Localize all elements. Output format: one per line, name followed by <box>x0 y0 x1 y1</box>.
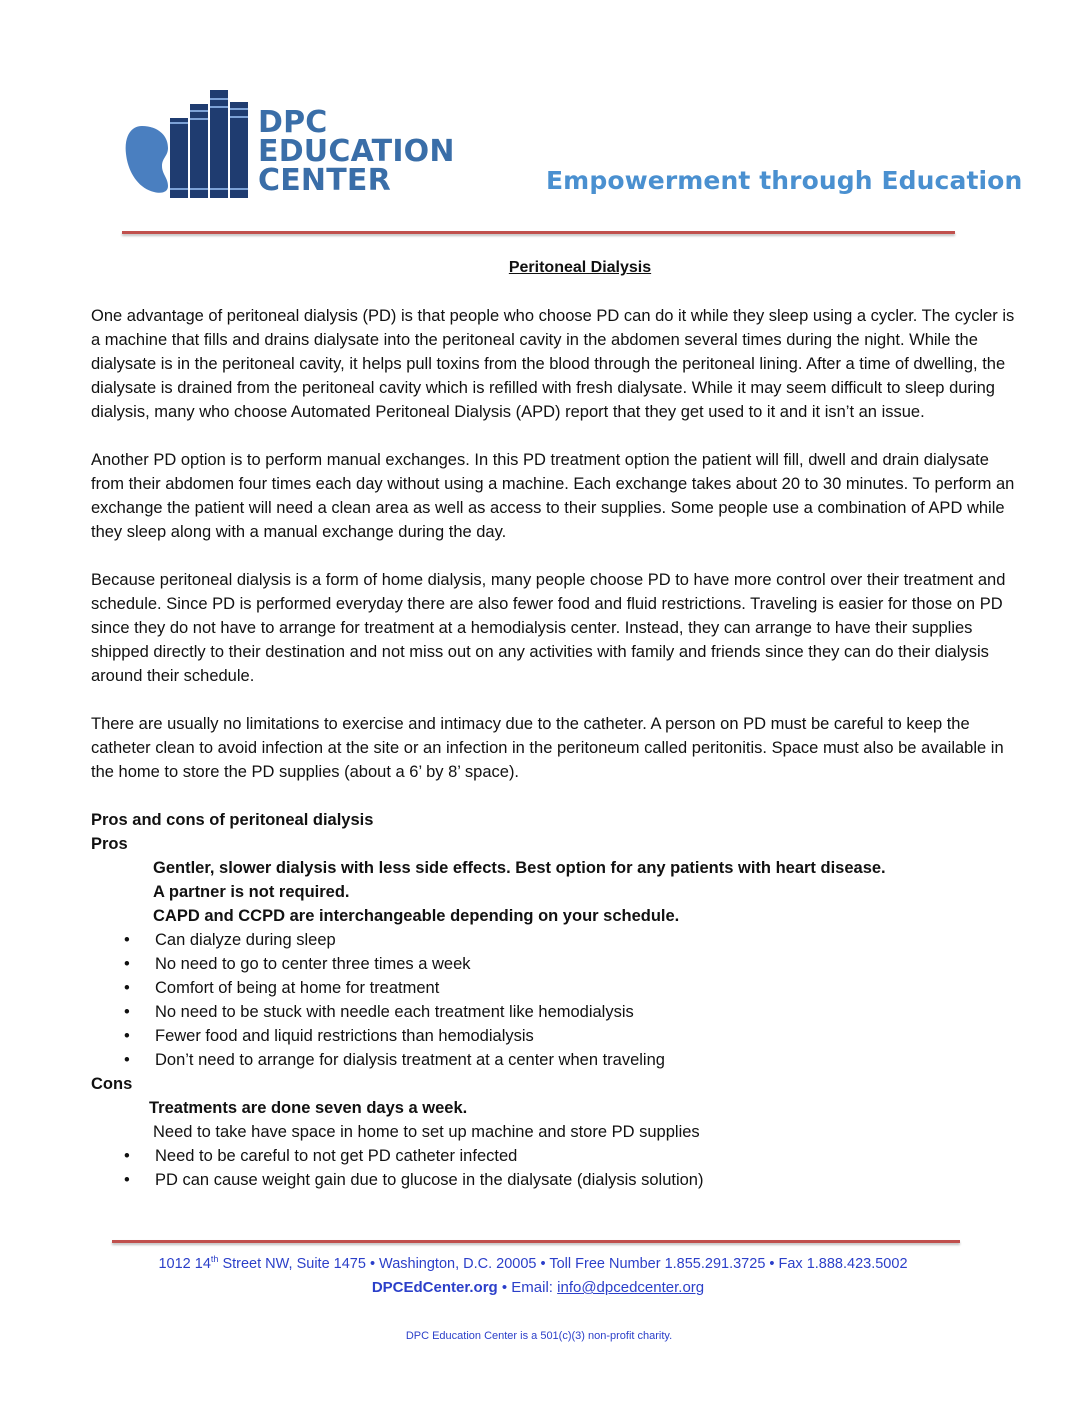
paragraph: Another PD option is to perform manual exchanges. In this PD treatment option the patient will fill, dwell and drain dialysate from their abdomen four times each day without using a machine. Each exchange takes about 20 to 30 minutes. To perform an exchange the patient will need a clean area as well as access to their supplies. Some people use a combination of APD while they sleep along with a manual exchange during the day. <box>91 451 1015 541</box>
logo-line: CENTER <box>258 163 391 198</box>
list-item-text: Need to be careful to not get PD catheter infected <box>155 1147 518 1165</box>
footer-address <box>0 1254 1066 1272</box>
logo-wordmark <box>258 105 455 198</box>
pros-highlight: Gentler, slower dialysis with less side effects. Best option for any patients with heart disease. <box>153 859 886 877</box>
document-body <box>91 304 1021 1192</box>
footer-contact <box>0 1279 1076 1296</box>
header-divider <box>122 231 955 234</box>
cons-note: Need to take have space in home to set up machine and store PD supplies <box>153 1123 700 1141</box>
list-item-text: No need to be stuck with needle each treatment like hemodialysis <box>155 1003 634 1021</box>
website-link[interactable]: DPCEdCenter.org <box>371 1279 498 1296</box>
list-item-text: Comfort of being at home for treatment <box>155 979 440 997</box>
dpc-logo <box>122 88 455 200</box>
address-suffix: th <box>210 1254 219 1264</box>
list-item <box>91 976 1021 1000</box>
list-item-text: Can dialyze during sleep <box>155 931 336 949</box>
list-item <box>91 1048 1021 1072</box>
cons-highlight: Treatments are done seven days a week. <box>149 1099 468 1117</box>
logo-line: EDUCATION <box>258 134 455 169</box>
pros-highlight: CAPD and CCPD are interchangeable depending on your schedule. <box>153 907 680 925</box>
list-item <box>91 1000 1021 1024</box>
document-title: Peritoneal Dialysis <box>508 259 652 276</box>
pros-cons-heading: Pros and cons of peritoneal dialysis <box>91 811 374 829</box>
list-item <box>91 952 1021 976</box>
pros-list <box>91 928 1021 1072</box>
bullet-icon: • <box>124 1147 130 1165</box>
list-item <box>91 928 1021 952</box>
bullet-icon: • <box>124 1171 130 1189</box>
bullet-icon: • <box>124 1027 130 1045</box>
cons-list <box>91 1144 1021 1192</box>
list-item-text: No need to go to center three times a week <box>155 955 471 973</box>
pros-label: Pros <box>91 835 128 853</box>
charity-note: DPC Education Center is a 501(c)(3) non-profit charity. <box>405 1330 673 1342</box>
kidney-books-icon <box>122 88 262 200</box>
bullet-icon: • <box>124 979 130 997</box>
paragraph: There are usually no limitations to exercise and intimacy due to the catheter. A person on PD must be careful to keep the catheter clean to avoid infection at the site or an infection in the peritoneum called peritonitis. Space must also be available in the home to store the PD supplies (about a 6’ by 8’ space). <box>91 715 1004 781</box>
bullet-icon: • <box>124 1003 130 1021</box>
list-item <box>91 1168 1021 1192</box>
list-item-text: PD can cause weight gain due to glucose in the dialysate (dialysis solution) <box>155 1171 704 1189</box>
email-link[interactable]: info@dpcedcenter.org <box>557 1279 705 1296</box>
bullet-icon: • <box>124 955 130 973</box>
cons-label: Cons <box>91 1075 133 1093</box>
footer-divider <box>112 1240 960 1243</box>
list-item <box>91 1144 1021 1168</box>
paragraph: Because peritoneal dialysis is a form of home dialysis, many people choose PD to have more control over their treatment and schedule. Since PD is performed everyday there are also fewer food and fluid restrictions. Traveling is easier for those on PD since they do not have to arrange for treatment at a hemodialysis center. Instead, they can arrange to have their supplies shipped directly to their destination and not miss out on any activities with family and friends since they can do their dialysis around their schedule. <box>91 571 1006 685</box>
pros-highlight: A partner is not required. <box>153 883 350 901</box>
list-item-text: Don’t need to arrange for dialysis treatment at a center when traveling <box>155 1051 665 1069</box>
tagline: Empowerment through Education <box>546 166 1023 195</box>
paragraph: One advantage of peritoneal dialysis (PD) is that people who choose PD can do it while they sleep using a cycler. The cycler is a machine that fills and drains dialysate into the peritoneal cavity in the abdomen several times during the night. While the dialysate is in the peritoneal cavity, it helps pull toxins from the blood through the peritoneal lining. After a time of dwelling, the dialysate is drained from the peritoneal cavity which is refilled with fresh dialysate. While it may seem difficult to sleep during dialysis, many who choose Automated Peritoneal Dialysis (APD) report that they get used to it and it isn’t an issue. <box>91 307 1015 421</box>
bullet-icon: • <box>124 1051 130 1069</box>
address-contact: Street NW, Suite 1475 • Washington, D.C. 20005 • Toll Free Number 1.855.291.3725 • Fax 1.888.423.5002 <box>218 1255 908 1272</box>
list-item <box>91 1024 1021 1048</box>
logo-line: DPC <box>258 105 328 140</box>
address-text: 1012 14 <box>158 1255 211 1272</box>
email-label: • Email: <box>497 1279 558 1296</box>
bullet-icon: • <box>124 931 130 949</box>
list-item-text: Fewer food and liquid restrictions than hemodialysis <box>155 1027 534 1045</box>
